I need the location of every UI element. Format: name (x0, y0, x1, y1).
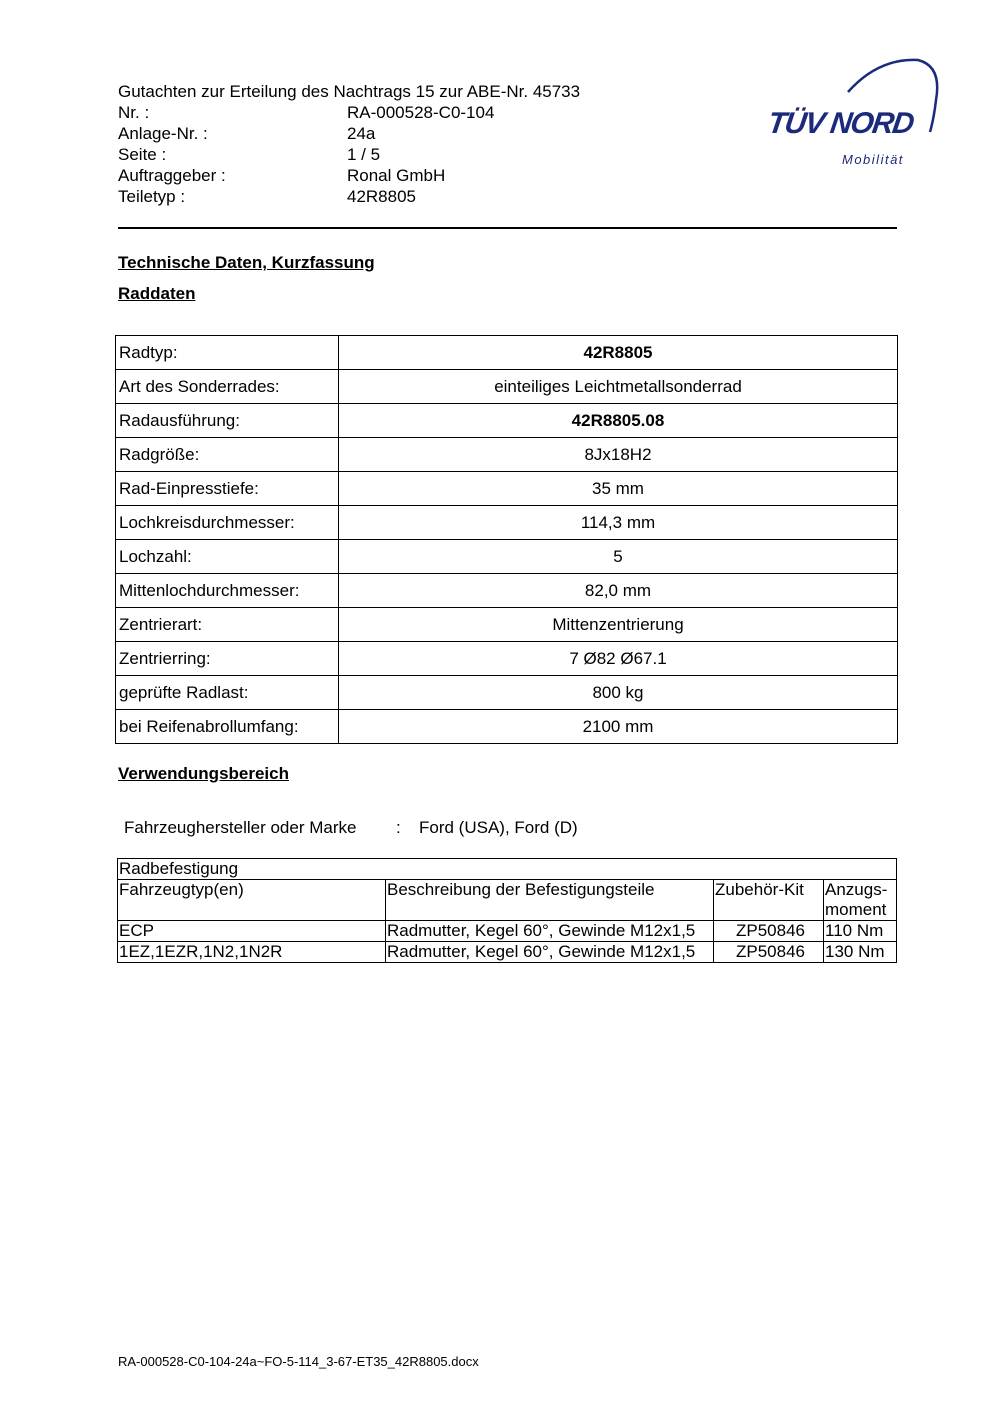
logo-subtitle: Mobilität (842, 152, 904, 167)
wheel-data-row (116, 472, 898, 506)
fixing-title: Radbefestigung (118, 859, 897, 880)
wheel-data-value: 2100 mm (339, 710, 898, 744)
kit-cell: ZP50846 (714, 921, 824, 942)
wheel-fixing-table (117, 858, 897, 963)
vehicle-type-cell: ECP (118, 921, 386, 942)
description-cell: Radmutter, Kegel 60°, Gewinde M12x1,5 (386, 921, 714, 942)
wheel-data-row (116, 676, 898, 710)
document-footer: RA-000528-C0-104-24a~FO-5-114_3-67-ET35_42R8805.docx (118, 1354, 479, 1369)
wheel-data-row (116, 608, 898, 642)
header-info (118, 102, 494, 207)
wheel-data-label: geprüfte Radlast: (116, 676, 339, 710)
wheel-data-value: 8Jx18H2 (339, 438, 898, 472)
header-value: 24a (347, 124, 376, 143)
wheel-data-value: 5 (339, 540, 898, 574)
wheel-data-value: 114,3 mm (339, 506, 898, 540)
kit-cell: ZP50846 (714, 942, 824, 963)
report-title: Gutachten zur Erteilung des Nachtrags 15 zur ABE-Nr. 45733 (118, 82, 581, 101)
wheel-data-value: einteiliges Leichtmetallsonderrad (339, 370, 898, 404)
wheel-data-value: 42R8805 (339, 336, 898, 370)
wheel-data-label: Radausführung: (116, 404, 339, 438)
wheel-data-row (116, 574, 898, 608)
fixing-row (118, 942, 897, 963)
header-row (118, 144, 494, 165)
wheel-data-value: 82,0 mm (339, 574, 898, 608)
wheel-data-label: Radtyp: (116, 336, 339, 370)
fixing-header-row (118, 880, 897, 921)
wheel-data-row (116, 642, 898, 676)
manufacturer-line (124, 817, 578, 838)
header-key: Seite : (118, 145, 167, 164)
wheel-data-label: Art des Sonderrades: (116, 370, 339, 404)
column-header: Beschreibung der Befestigungsteile (386, 880, 714, 921)
wheel-data-table (115, 335, 898, 744)
manufacturer-value: Ford (USA), Ford (D) (419, 818, 578, 837)
header-key: Nr. : (118, 103, 150, 122)
wheel-data-value: 7 Ø82 Ø67.1 (339, 642, 898, 676)
wheel-data-row (116, 336, 898, 370)
header-key: Anlage-Nr. : (118, 124, 208, 143)
column-header: Anzugs- moment (824, 880, 897, 921)
wheel-data-row (116, 710, 898, 744)
column-header: Fahrzeugtyp(en) (118, 880, 386, 921)
header-divider (118, 227, 897, 229)
header-value: RA-000528-C0-104 (347, 103, 495, 122)
wheel-data-value: 42R8805.08 (339, 404, 898, 438)
wheel-data-row (116, 438, 898, 472)
column-header: Zubehör-Kit (714, 880, 824, 921)
wheel-data-label: Rad-Einpresstiefe: (116, 472, 339, 506)
header-row (118, 102, 494, 123)
tuev-nord-logo: TÜV NORD (765, 107, 916, 140)
wheel-data-label: Mittenlochdurchmesser: (116, 574, 339, 608)
header-key: Auftraggeber : (118, 166, 226, 185)
wheel-data-value: 800 kg (339, 676, 898, 710)
header-row (118, 123, 494, 144)
wheel-data-value: Mittenzentrierung (339, 608, 898, 642)
header-key: Teiletyp : (118, 187, 186, 206)
fixing-title-row (118, 859, 897, 880)
vehicle-type-cell: 1EZ,1EZR,1N2,1N2R (118, 942, 386, 963)
header-row (118, 165, 494, 186)
manufacturer-colon: : (396, 818, 401, 837)
wheel-data-row (116, 404, 898, 438)
wheel-data-value: 35 mm (339, 472, 898, 506)
wheel-data-label: Lochkreisdurchmesser: (116, 506, 339, 540)
torque-cell: 110 Nm (824, 921, 897, 942)
header-value: 1 / 5 (347, 145, 381, 164)
wheel-data-label: Zentrierring: (116, 642, 339, 676)
wheel-data-row (116, 370, 898, 404)
fixing-row (118, 921, 897, 942)
header-value: 42R8805 (347, 187, 417, 206)
torque-cell: 130 Nm (824, 942, 897, 963)
wheel-data-label: bei Reifenabrollumfang: (116, 710, 339, 744)
section-heading-technical: Technische Daten, Kurzfassung (118, 253, 375, 272)
wheel-data-row (116, 506, 898, 540)
section-heading-wheel: Raddaten (118, 284, 196, 303)
wheel-data-label: Radgröße: (116, 438, 339, 472)
wheel-data-label: Lochzahl: (116, 540, 339, 574)
wheel-data-row (116, 540, 898, 574)
description-cell: Radmutter, Kegel 60°, Gewinde M12x1,5 (386, 942, 714, 963)
manufacturer-label: Fahrzeughersteller oder Marke (124, 818, 357, 837)
header-row (118, 186, 494, 207)
header-value: Ronal GmbH (347, 166, 446, 185)
section-heading-usage: Verwendungsbereich (118, 764, 289, 783)
wheel-data-label: Zentrierart: (116, 608, 339, 642)
